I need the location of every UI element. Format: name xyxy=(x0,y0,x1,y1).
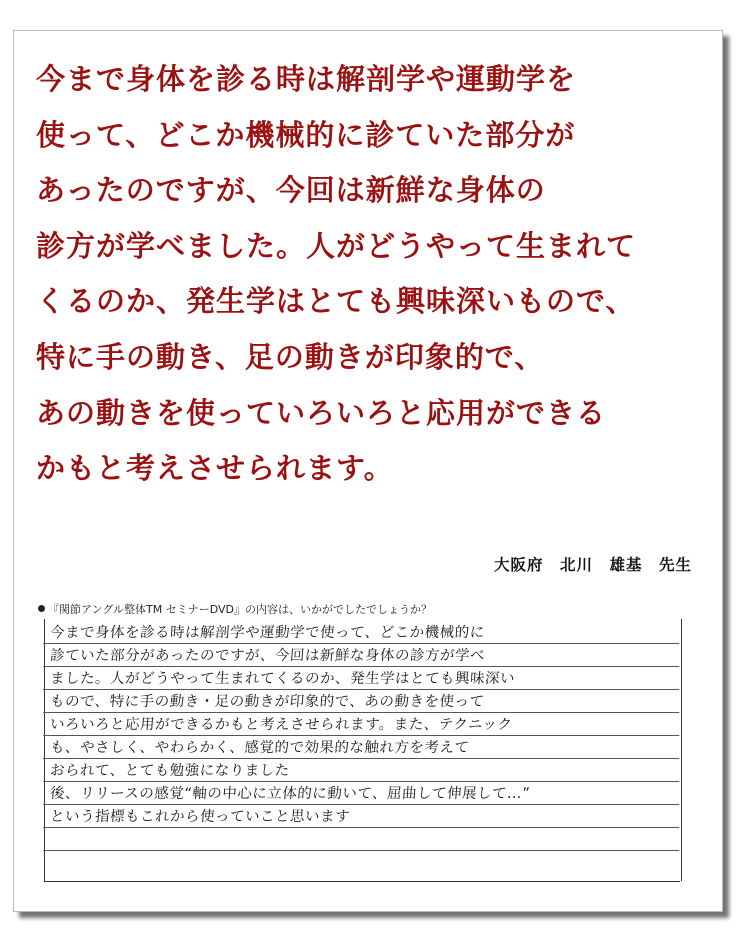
attribution: 大阪府 北川 雄基 先生 xyxy=(493,555,692,574)
handwritten-line: という指標もこれから使っていこと思います xyxy=(43,806,681,828)
handwritten-line: 今まで身体を診る時は解剖学や運動学で使って、どこか機械的に xyxy=(43,622,681,644)
handwritten-line: 後、リリースの感覚“軸の中心に立体的に動いて、屈曲して伸展して…” xyxy=(43,783,681,805)
handwritten-line: いろいろと応用ができるかもと考えさせられます。また、テクニック xyxy=(43,714,681,736)
handwritten-line: おられて、とても勉強になりました xyxy=(43,760,681,782)
quote-line: 診方が学べました。人がどうやって生まれて xyxy=(36,228,637,263)
blank-ruled-line xyxy=(43,829,681,851)
quote-line: かもと考えさせられます。 xyxy=(36,451,394,486)
answer-box-bottom xyxy=(44,881,680,882)
handwritten-line: もので、特に手の動き・足の動きが印象的で、あの動きを使って xyxy=(43,691,681,713)
quote-line: あったのですが、今回は新鮮な身体の xyxy=(36,173,546,208)
quote-line: 今まで身体を診る時は解剖学や運動学を xyxy=(36,62,577,96)
quote-line: 使って、どこか機械的に診ていた部分が xyxy=(36,117,576,152)
bullet-icon xyxy=(38,605,45,612)
handwritten-questionnaire xyxy=(30,601,690,887)
question-label: 『関節アングル整体TM セミナーDVD』の内容は、いかがでしたでしょうか？ xyxy=(48,603,432,616)
handwritten-line: ました。人がどうやって生まれてくるのか、発生学はとても興味深い xyxy=(43,668,681,690)
handwritten-line: 診ていた部分があったのですが、今回は新鮮な身体の診方が学べ xyxy=(43,645,681,667)
question-label-row xyxy=(38,601,432,617)
testimonial-quote xyxy=(36,52,696,497)
quote-line: くるのか、発生学はとても興味深いもので、 xyxy=(36,284,636,319)
quote-line: あの動きを使っていろいろと応用ができる xyxy=(36,395,607,430)
handwritten-line: も、やさしく、やわらかく、感覚的で効果的な触れ方を考えて xyxy=(43,737,681,759)
quote-line: 特に手の動き、足の動きが印象的で、 xyxy=(36,339,545,374)
